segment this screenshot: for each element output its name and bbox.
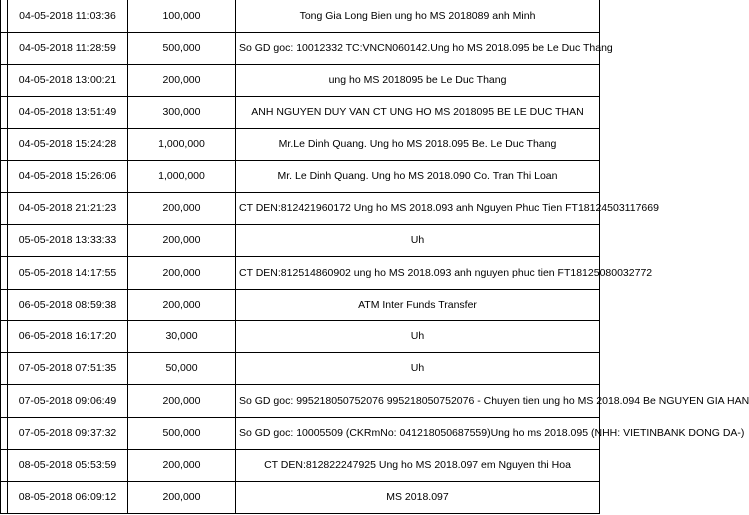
table-row: [1, 418, 600, 450]
description-cell: CT DEN:812421960172 Ung ho MS 2018.093 anh Nguyen Phuc Tien FT18124503117669: [236, 193, 600, 225]
amount-cell: 300,000: [128, 97, 236, 129]
date-cell: 04-05-2018 15:26:06: [8, 161, 128, 193]
description-cell: Mr.Le Dinh Quang. Ung ho MS 2018.095 Be. Le Duc Thang: [236, 129, 600, 161]
row-margin-cell: [1, 65, 8, 97]
row-margin-cell: [1, 353, 8, 385]
table-row: [1, 353, 600, 385]
amount-cell: 200,000: [128, 290, 236, 321]
table-row: [1, 450, 600, 482]
table-row: [1, 225, 600, 257]
date-cell: 04-05-2018 15:24:28: [8, 129, 128, 161]
table-row: [1, 257, 600, 290]
row-margin-cell: [1, 161, 8, 193]
description-cell: Uh: [236, 225, 600, 257]
description-cell: So GD goc: 10005509 (CKRmNo: 041218050687559)Ung ho ms 2018.095 (NHH: VIETINBANK DONG DA-): [236, 418, 600, 450]
amount-cell: 50,000: [128, 353, 236, 385]
row-margin-cell: [1, 482, 8, 514]
description-cell: CT DEN:812822247925 Ung ho MS 2018.097 em Nguyen thi Hoa: [236, 450, 600, 482]
amount-cell: 200,000: [128, 65, 236, 97]
row-margin-cell: [1, 321, 8, 353]
description-cell: MS 2018.097: [236, 482, 600, 514]
description-cell: ung ho MS 2018095 be Le Duc Thang: [236, 65, 600, 97]
row-margin-cell: [1, 193, 8, 225]
amount-cell: 100,000: [128, 0, 236, 33]
table-row: [1, 290, 600, 321]
table-row: [1, 321, 600, 353]
description-cell: Tong Gia Long Bien ung ho MS 2018089 anh Minh: [236, 0, 600, 33]
row-margin-cell: [1, 0, 8, 33]
table-row: [1, 161, 600, 193]
amount-cell: 30,000: [128, 321, 236, 353]
description-cell: ANH NGUYEN DUY VAN CT UNG HO MS 2018095 BE LE DUC THAN: [236, 97, 600, 129]
row-margin-cell: [1, 257, 8, 290]
amount-cell: 500,000: [128, 418, 236, 450]
row-margin-cell: [1, 450, 8, 482]
amount-cell: 1,000,000: [128, 129, 236, 161]
date-cell: 04-05-2018 13:00:21: [8, 65, 128, 97]
date-cell: 05-05-2018 14:17:55: [8, 257, 128, 290]
date-cell: 08-05-2018 05:53:59: [8, 450, 128, 482]
row-margin-cell: [1, 97, 8, 129]
date-cell: 07-05-2018 09:37:32: [8, 418, 128, 450]
row-margin-cell: [1, 418, 8, 450]
amount-cell: 200,000: [128, 450, 236, 482]
description-cell: CT DEN:812514860902 ung ho MS 2018.093 anh nguyen phuc tien FT18125080032772: [236, 257, 600, 290]
date-cell: 07-05-2018 09:06:49: [8, 385, 128, 418]
description-cell: Uh: [236, 353, 600, 385]
date-cell: 04-05-2018 11:28:59: [8, 33, 128, 65]
row-margin-cell: [1, 290, 8, 321]
date-cell: 04-05-2018 11:03:36: [8, 0, 128, 33]
row-margin-cell: [1, 129, 8, 161]
description-cell: So GD goc: 10012332 TC:VNCN060142.Ung ho MS 2018.095 be Le Duc Thang: [236, 33, 600, 65]
date-cell: 06-05-2018 08:59:38: [8, 290, 128, 321]
amount-cell: 200,000: [128, 385, 236, 418]
date-cell: 05-05-2018 13:33:33: [8, 225, 128, 257]
date-cell: 04-05-2018 13:51:49: [8, 97, 128, 129]
amount-cell: 1,000,000: [128, 161, 236, 193]
description-cell: Uh: [236, 321, 600, 353]
amount-cell: 200,000: [128, 225, 236, 257]
date-cell: 04-05-2018 21:21:23: [8, 193, 128, 225]
table-row: [1, 33, 600, 65]
date-cell: 06-05-2018 16:17:20: [8, 321, 128, 353]
amount-cell: 200,000: [128, 193, 236, 225]
table-row: [1, 193, 600, 225]
row-margin-cell: [1, 385, 8, 418]
table-row: [1, 482, 600, 514]
table-row: [1, 385, 600, 418]
amount-cell: 500,000: [128, 33, 236, 65]
amount-cell: 200,000: [128, 482, 236, 514]
amount-cell: 200,000: [128, 257, 236, 290]
table-row: [1, 0, 600, 33]
row-margin-cell: [1, 33, 8, 65]
date-cell: 08-05-2018 06:09:12: [8, 482, 128, 514]
row-margin-cell: [1, 225, 8, 257]
table-row: [1, 129, 600, 161]
description-cell: Mr. Le Dinh Quang. Ung ho MS 2018.090 Co. Tran Thi Loan: [236, 161, 600, 193]
date-cell: 07-05-2018 07:51:35: [8, 353, 128, 385]
description-cell: So GD goc: 995218050752076 995218050752076 - Chuyen tien ung ho MS 2018.094 Be NGUYEN GIA HAN: [236, 385, 600, 418]
table-row: [1, 65, 600, 97]
table-row: [1, 97, 600, 129]
description-cell: ATM Inter Funds Transfer: [236, 290, 600, 321]
